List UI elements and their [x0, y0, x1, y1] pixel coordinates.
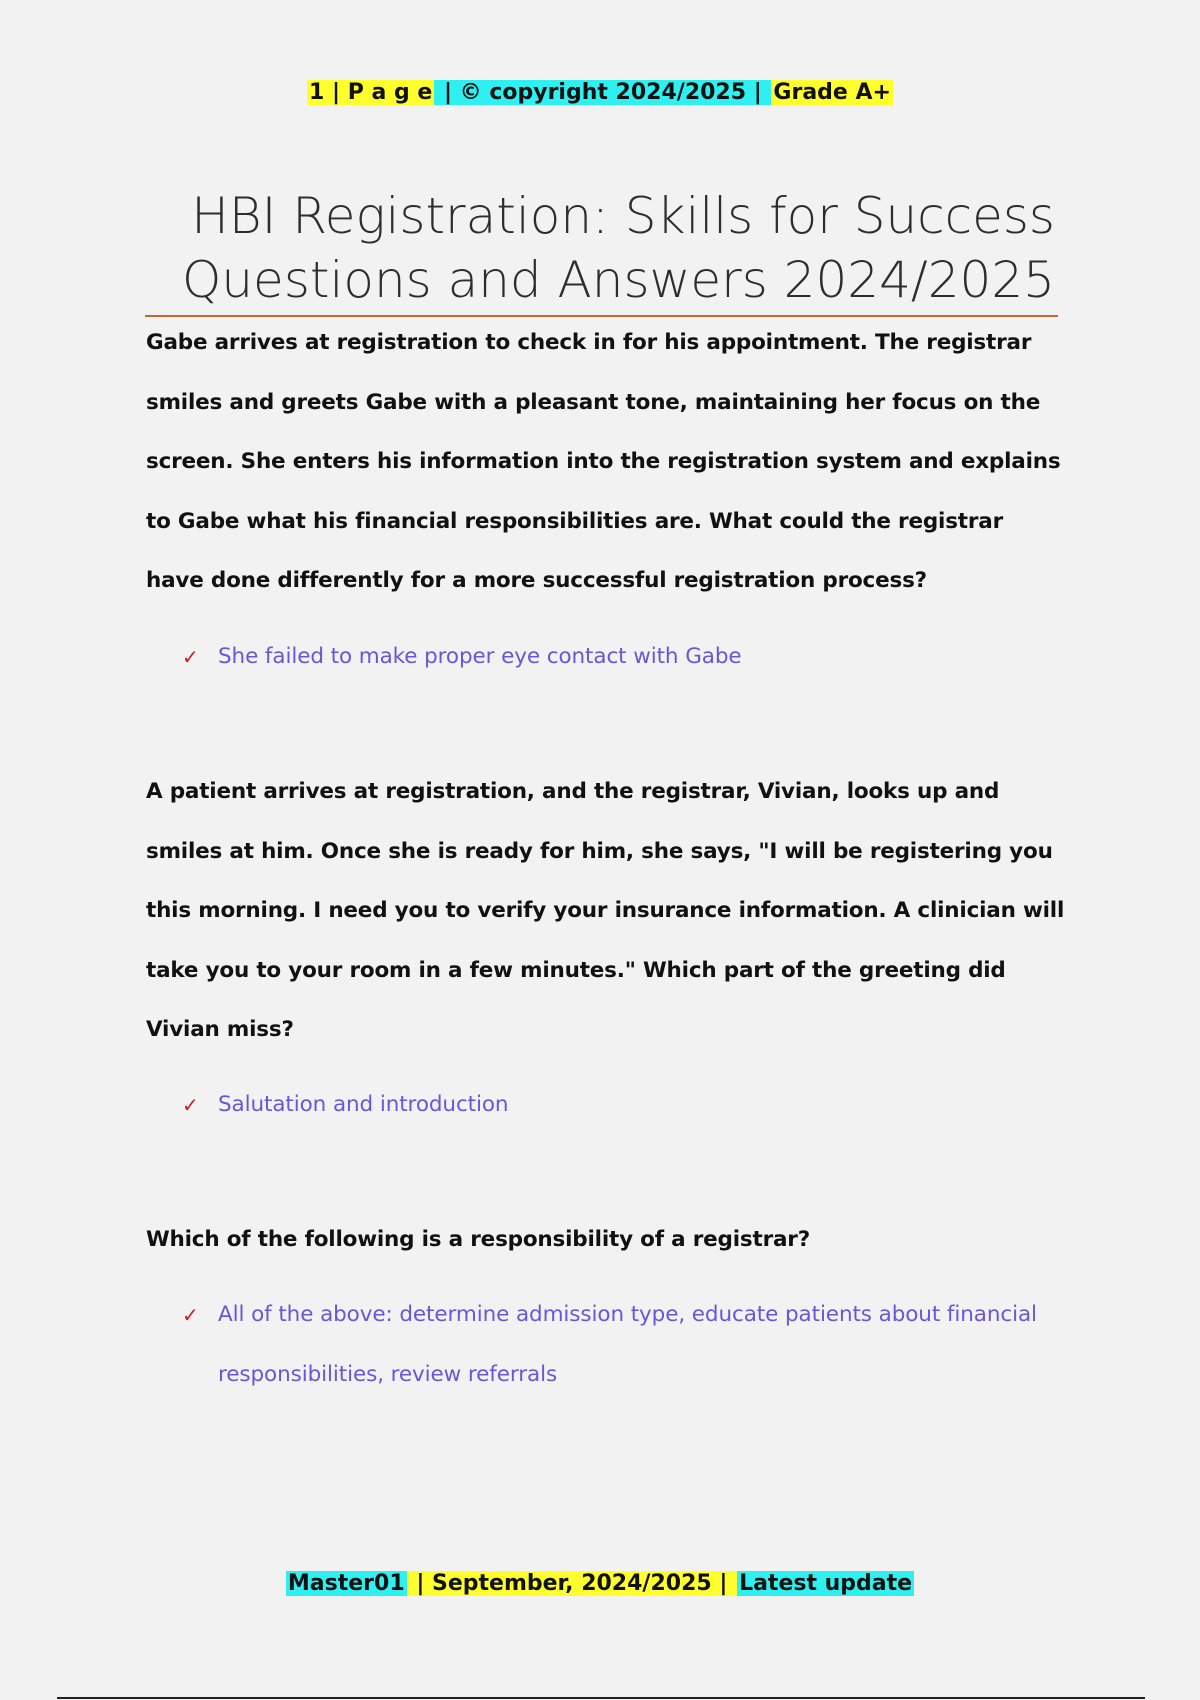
- page-number: 1: [309, 80, 325, 105]
- page-number-badge: [307, 80, 434, 105]
- answer-1: [182, 627, 1062, 687]
- grade-badge: Grade A+: [773, 80, 891, 105]
- answer-2: [182, 1075, 1062, 1135]
- update-badge: Latest update: [739, 1571, 913, 1596]
- answer-2-text: Salutation and introduction: [218, 1092, 509, 1117]
- page-header: [0, 76, 1200, 110]
- document-title: [145, 184, 1055, 312]
- question-1: Gabe arrives at registration to check in for his appointment. The registrar smiles and greets Gabe with a pleasant tone, maintaining her focus on the screen. She enters his information into the registration system and explains to Gabe what his financial responsibilities are. What could the registrar have done differently for a more successful registration process?: [146, 330, 1061, 593]
- copyright-text: © copyright 2024/2025: [459, 80, 747, 105]
- answer-3: [182, 1285, 1062, 1405]
- check-icon: ✓: [182, 645, 199, 669]
- answer-3-text: All of the above: determine admission type, educate patients about financial responsibilities, review referrals: [218, 1302, 1037, 1387]
- answer-1-text: She failed to make proper eye contact with Gabe: [218, 644, 742, 669]
- check-icon: ✓: [182, 1093, 199, 1117]
- title-line-2: Questions and Answers 2024/2025: [182, 251, 1055, 309]
- footer-separator: |: [408, 1571, 433, 1596]
- question-2: A patient arrives at registration, and the registrar, Vivian, looks up and smiles at him. Once she is ready for him, she says, "I will be registering you this morning. I need you to verify your insurance information. A clinician will take you to your room in a few minutes." Which part of the greeting did Vivian miss?: [146, 779, 1065, 1042]
- footer-date: September, 2024/2025: [432, 1571, 712, 1596]
- author-badge: Master01: [287, 1571, 405, 1596]
- page-footer: [0, 1567, 1200, 1601]
- page-bottom-rule: [57, 1697, 1145, 1699]
- header-separator: |: [324, 80, 348, 105]
- copyright-badge: [434, 80, 771, 105]
- header-separator: |: [746, 80, 770, 105]
- header-separator: |: [436, 80, 460, 105]
- page-label: P a g e: [347, 80, 433, 105]
- question-3: Which of the following is a responsibility of a registrar?: [146, 1227, 810, 1252]
- footer-separator: |: [711, 1571, 736, 1596]
- date-badge: [407, 1571, 737, 1596]
- check-icon: ✓: [182, 1303, 199, 1327]
- title-line-1: HBI Registration: Skills for Success: [191, 187, 1055, 245]
